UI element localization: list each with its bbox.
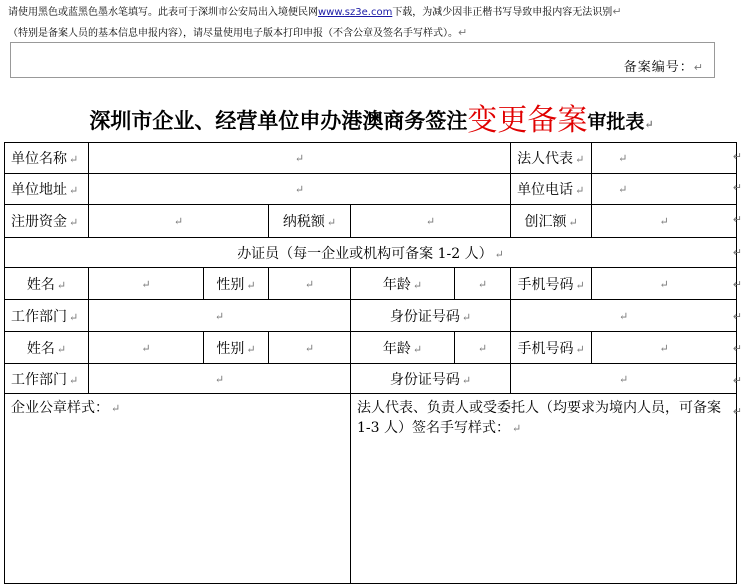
label-department-1: 工作部门 ↵ [5, 300, 89, 332]
row-end-mark-icon: ↵ [732, 278, 742, 291]
legal-rep-field[interactable]: ↵ [592, 143, 737, 174]
file-number-label: 备案编号：↵ [623, 60, 704, 75]
row-end-mark-icon: ↵ [732, 310, 742, 323]
label-reg-capital: 注册资金 ↵ [5, 205, 89, 238]
row-end-mark-icon: ↵ [732, 213, 742, 226]
reg-capital-field[interactable]: ↵ [89, 205, 269, 238]
label-mobile-2: 手机号码 ↵ [511, 332, 592, 364]
row-end-mark-icon: ↵ [732, 246, 742, 259]
signature-sample-area[interactable]: 法人代表、负责人或受委托人（均要求为境内人员，可备案 1-3 人）签名手写样式： ↵ [351, 394, 737, 584]
mobile-field-2[interactable]: ↵ [592, 332, 737, 364]
mobile-field-1[interactable]: ↵ [592, 268, 737, 300]
label-unit-name: 单位名称 ↵ [5, 143, 89, 174]
paragraph-mark-icon: ↵ [612, 5, 622, 18]
department-field-2[interactable]: ↵ [89, 364, 351, 394]
row-end-mark-icon: ↵ [732, 150, 742, 163]
id-number-field-2[interactable]: ↵ [511, 364, 737, 394]
label-unit-phone: 单位电话 ↵ [511, 174, 592, 205]
label-legal-rep: 法人代表 ↵ [511, 143, 592, 174]
gender-field-2[interactable]: ↵ [269, 332, 351, 364]
label-age-1: 年龄 ↵ [351, 268, 455, 300]
title-suffix: 审批表 [587, 111, 645, 133]
label-mobile-1: 手机号码 ↵ [511, 268, 592, 300]
unit-name-field[interactable]: ↵ [89, 143, 511, 174]
form-instructions [8, 2, 738, 44]
label-age-2: 年龄 ↵ [351, 332, 455, 364]
row-agent1-basic [5, 268, 737, 300]
name-field-1[interactable]: ↵ [89, 268, 204, 300]
label-name-2: 姓名 ↵ [5, 332, 89, 364]
paragraph-mark-icon: ↵ [458, 26, 468, 39]
application-form-table [4, 142, 737, 584]
paragraph-mark-icon: ↵ [644, 118, 654, 131]
download-link[interactable]: www.sz3e.com [318, 7, 393, 18]
instruction-text-2: （特别是备案人员的基本信息申报内容），请尽量使用电子版本打印申报（不含公章及签名手写样式）。 [8, 28, 458, 39]
label-gender-2: 性别 ↵ [204, 332, 269, 364]
row-end-mark-icon: ↵ [732, 181, 742, 194]
row-end-mark-icon: ↵ [732, 342, 742, 355]
instruction-line-2 [8, 23, 738, 44]
label-department-2: 工作部门 ↵ [5, 364, 89, 394]
row-unit-address [5, 174, 737, 205]
seal-sample-area[interactable]: 企业公章样式： ↵ [5, 394, 351, 584]
label-tax-amount: 纳税额 ↵ [269, 205, 351, 238]
id-number-field-1[interactable]: ↵ [511, 300, 737, 332]
row-agent2-basic [5, 332, 737, 364]
instruction-line-1 [8, 2, 738, 23]
file-number-box [10, 42, 715, 78]
label-id-number-2: 身份证号码 ↵ [351, 364, 511, 394]
age-field-1[interactable]: ↵ [455, 268, 511, 300]
age-field-2[interactable]: ↵ [455, 332, 511, 364]
tax-amount-field[interactable]: ↵ [351, 205, 511, 238]
row-end-mark-icon: ↵ [732, 374, 742, 387]
title-prefix: 深圳市企业、经营单位申办港澳商务签注 [89, 108, 468, 133]
label-unit-address: 单位地址 ↵ [5, 174, 89, 205]
gender-field-1[interactable]: ↵ [269, 268, 351, 300]
agent-section-header: 办证员（每一企业或机构可备案 1-2 人） ↵ [5, 238, 737, 268]
fx-earnings-field[interactable]: ↵ [592, 205, 737, 238]
instruction-text-cont: 下载，为减少因非正楷书写导致申报内容无法识别 [392, 7, 613, 18]
unit-address-field[interactable]: ↵ [89, 174, 511, 205]
row-unit-name [5, 143, 737, 174]
title-highlight: 变更备案 [467, 103, 588, 138]
label-id-number-1: 身份证号码 ↵ [351, 300, 511, 332]
page-title [0, 95, 743, 139]
row-agent1-dept [5, 300, 737, 332]
row-end-mark-icon: ↵ [732, 405, 742, 418]
label-name-1: 姓名 ↵ [5, 268, 89, 300]
label-gender-1: 性别 ↵ [204, 268, 269, 300]
name-field-2[interactable]: ↵ [89, 332, 204, 364]
unit-phone-field[interactable]: ↵ [592, 174, 737, 205]
instruction-text: 请使用黑色或蓝黑色墨水笔填写。此表可于深圳市公安局出入境便民网 [8, 7, 318, 18]
label-fx-earnings: 创汇额 ↵ [511, 205, 592, 238]
row-finance [5, 205, 737, 238]
department-field-1[interactable]: ↵ [89, 300, 351, 332]
row-agent2-dept [5, 364, 737, 394]
row-samples [5, 394, 737, 584]
row-agent-header [5, 238, 737, 268]
